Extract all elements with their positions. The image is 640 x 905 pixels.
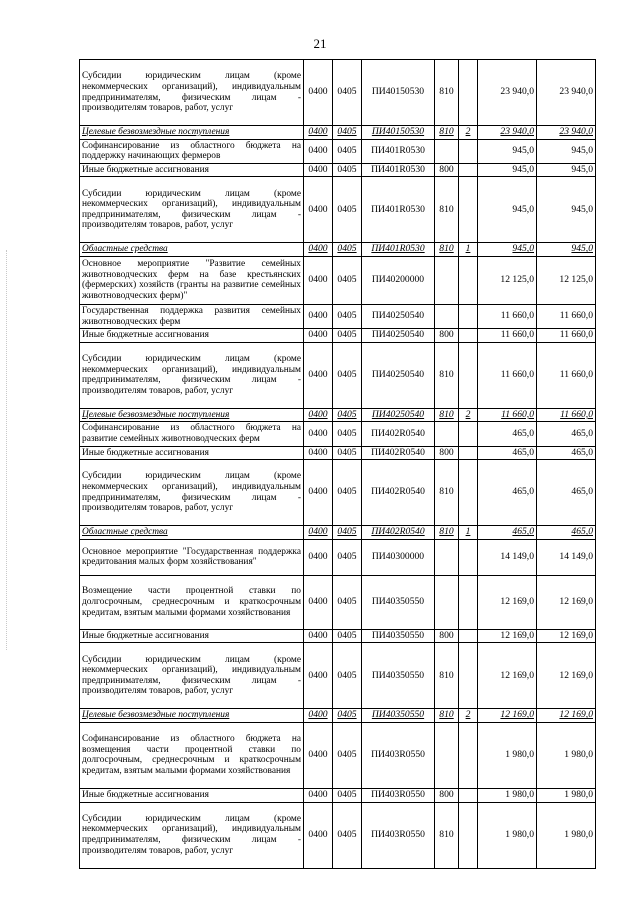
row-section-code: 0400	[304, 446, 333, 460]
row-target-article: ПИ40250540	[362, 304, 435, 328]
row-subsection-code: 0405	[333, 722, 362, 788]
budget-table-body	[80, 60, 596, 869]
row-amount-2: 945,0	[537, 139, 596, 163]
row-subsection-code: 0405	[333, 802, 362, 868]
table-row	[80, 163, 596, 177]
row-section-code: 0400	[304, 629, 333, 643]
row-amount-1: 23 940,0	[478, 126, 537, 140]
row-amount-2: 23 940,0	[537, 126, 596, 140]
row-section-code: 0400	[304, 460, 333, 526]
row-subsection-code: 0405	[333, 304, 362, 328]
row-amount-2: 12 169,0	[537, 575, 596, 629]
row-subsection-code: 0405	[333, 342, 362, 408]
row-target-article: ПИ401R0530	[362, 139, 435, 163]
table-row	[80, 575, 596, 629]
row-expense-type	[435, 575, 459, 629]
row-name: Субсидии юридическим лицам (кроме некоммерческих организаций), индивидуальным предпринимателям, физическим лицам - производителям товаров, работ, услуг	[80, 643, 304, 709]
row-subsection-code: 0405	[333, 408, 362, 422]
row-section-code: 0400	[304, 163, 333, 177]
row-amount-1: 945,0	[478, 243, 537, 257]
row-expense-type: 810	[435, 802, 459, 868]
row-amount-2: 11 660,0	[537, 304, 596, 328]
row-amount-1: 11 660,0	[478, 329, 537, 343]
row-amount-2: 11 660,0	[537, 329, 596, 343]
table-row	[80, 722, 596, 788]
table-row	[80, 139, 596, 163]
row-amount-2: 945,0	[537, 177, 596, 243]
row-amount-1: 23 940,0	[478, 60, 537, 126]
row-name: Целевые безвозмездные поступления	[80, 408, 304, 422]
row-expense-type	[435, 304, 459, 328]
row-name: Субсидии юридическим лицам (кроме некоммерческих организаций), индивидуальным предпринимателям, физическим лицам - производителям товаров, работ, услуг	[80, 60, 304, 126]
row-name: Целевые безвозмездные поступления	[80, 126, 304, 140]
row-funding-source	[459, 575, 478, 629]
row-expense-type: 800	[435, 629, 459, 643]
row-section-code: 0400	[304, 802, 333, 868]
row-funding-source	[459, 163, 478, 177]
page-number: 21	[313, 36, 327, 51]
table-row	[80, 177, 596, 243]
row-subsection-code: 0405	[333, 788, 362, 802]
row-funding-source	[459, 788, 478, 802]
row-funding-source: 2	[459, 126, 478, 140]
row-expense-type: 800	[435, 788, 459, 802]
row-amount-2: 12 125,0	[537, 256, 596, 304]
row-amount-1: 945,0	[478, 163, 537, 177]
row-amount-1: 945,0	[478, 139, 537, 163]
table-row	[80, 342, 596, 408]
row-amount-1: 1 980,0	[478, 722, 537, 788]
row-expense-type: 810	[435, 643, 459, 709]
row-name: Основное мероприятие "Развитие семейных животноводческих ферм на базе крестьянских (фермерских) хозяйств (гранты на развитие семейных животноводческих ферм)"	[80, 256, 304, 304]
row-subsection-code: 0405	[333, 139, 362, 163]
table-row	[80, 60, 596, 126]
row-name: Иные бюджетные ассигнования	[80, 329, 304, 343]
row-name: Иные бюджетные ассигнования	[80, 163, 304, 177]
row-funding-source: 2	[459, 709, 478, 723]
row-amount-1: 12 169,0	[478, 643, 537, 709]
row-funding-source	[459, 422, 478, 446]
table-row	[80, 329, 596, 343]
row-expense-type: 800	[435, 329, 459, 343]
row-subsection-code: 0405	[333, 539, 362, 575]
table-row	[80, 126, 596, 140]
row-amount-2: 12 169,0	[537, 629, 596, 643]
table-row	[80, 629, 596, 643]
row-target-article: ПИ401R0530	[362, 177, 435, 243]
row-expense-type: 810	[435, 243, 459, 257]
row-subsection-code: 0405	[333, 126, 362, 140]
row-expense-type	[435, 722, 459, 788]
table-row	[80, 408, 596, 422]
row-section-code: 0400	[304, 60, 333, 126]
row-name: Субсидии юридическим лицам (кроме некоммерческих организаций), индивидуальным предпринимателям, физическим лицам - производителям товаров, работ, услуг	[80, 177, 304, 243]
row-section-code: 0400	[304, 408, 333, 422]
table-row	[80, 539, 596, 575]
row-subsection-code: 0405	[333, 629, 362, 643]
row-target-article: ПИ40200000	[362, 256, 435, 304]
table-row	[80, 256, 596, 304]
row-section-code: 0400	[304, 643, 333, 709]
row-amount-2: 465,0	[537, 460, 596, 526]
row-target-article: ПИ40350550	[362, 643, 435, 709]
row-amount-1: 11 660,0	[478, 342, 537, 408]
row-subsection-code: 0405	[333, 60, 362, 126]
row-amount-1: 11 660,0	[478, 304, 537, 328]
row-funding-source	[459, 802, 478, 868]
row-name: Возмещение части процентной ставки по долгосрочным, среднесрочным и краткосрочным кредитам, взятым малыми формами хозяйствования	[80, 575, 304, 629]
row-amount-2: 465,0	[537, 526, 596, 540]
row-target-article: ПИ401R0530	[362, 243, 435, 257]
row-expense-type	[435, 139, 459, 163]
row-subsection-code: 0405	[333, 460, 362, 526]
row-target-article: ПИ40250540	[362, 329, 435, 343]
row-amount-1: 465,0	[478, 460, 537, 526]
row-target-article: ПИ40350550	[362, 709, 435, 723]
row-amount-2: 465,0	[537, 446, 596, 460]
row-subsection-code: 0405	[333, 575, 362, 629]
row-funding-source	[459, 629, 478, 643]
row-amount-1: 465,0	[478, 526, 537, 540]
table-row	[80, 422, 596, 446]
row-amount-1: 11 660,0	[478, 408, 537, 422]
table-row	[80, 709, 596, 723]
row-section-code: 0400	[304, 342, 333, 408]
row-name: Целевые безвозмездные поступления	[80, 709, 304, 723]
row-funding-source: 1	[459, 243, 478, 257]
row-subsection-code: 0405	[333, 243, 362, 257]
row-target-article: ПИ403R0550	[362, 788, 435, 802]
row-name: Софинансирование из областного бюджета на поддержку начинающих фермеров	[80, 139, 304, 163]
row-expense-type: 800	[435, 163, 459, 177]
row-target-article: ПИ402R0540	[362, 460, 435, 526]
row-target-article: ПИ40150530	[362, 60, 435, 126]
row-name: Иные бюджетные ассигнования	[80, 788, 304, 802]
row-funding-source	[459, 643, 478, 709]
row-target-article: ПИ402R0540	[362, 446, 435, 460]
row-funding-source	[459, 177, 478, 243]
row-subsection-code: 0405	[333, 422, 362, 446]
row-name: Субсидии юридическим лицам (кроме некоммерческих организаций), индивидуальным предпринимателям, физическим лицам - производителям товаров, работ, услуг	[80, 802, 304, 868]
row-amount-1: 12 169,0	[478, 709, 537, 723]
table-row	[80, 526, 596, 540]
table-row	[80, 460, 596, 526]
row-amount-1: 12 125,0	[478, 256, 537, 304]
row-name: Софинансирование из областного бюджета на развитие семейных животноводческих ферм	[80, 422, 304, 446]
row-amount-2: 12 169,0	[537, 643, 596, 709]
row-name: Иные бюджетные ассигнования	[80, 446, 304, 460]
row-amount-2: 945,0	[537, 163, 596, 177]
row-target-article: ПИ402R0540	[362, 422, 435, 446]
row-name: Областные средства	[80, 526, 304, 540]
row-name: Субсидии юридическим лицам (кроме некоммерческих организаций), индивидуальным предпринимателям, физическим лицам - производителям товаров, работ, услуг	[80, 342, 304, 408]
row-amount-2: 465,0	[537, 422, 596, 446]
row-subsection-code: 0405	[333, 709, 362, 723]
row-amount-1: 12 169,0	[478, 629, 537, 643]
table-row	[80, 304, 596, 328]
margin-mark	[6, 250, 8, 650]
row-target-article: ПИ403R0550	[362, 722, 435, 788]
row-amount-1: 1 980,0	[478, 802, 537, 868]
row-amount-2: 14 149,0	[537, 539, 596, 575]
row-target-article: ПИ402R0540	[362, 526, 435, 540]
row-amount-1: 14 149,0	[478, 539, 537, 575]
row-expense-type	[435, 422, 459, 446]
row-amount-2: 11 660,0	[537, 408, 596, 422]
budget-table	[79, 59, 596, 869]
row-amount-1: 465,0	[478, 446, 537, 460]
row-section-code: 0400	[304, 177, 333, 243]
row-target-article: ПИ401R0530	[362, 163, 435, 177]
row-amount-1: 12 169,0	[478, 575, 537, 629]
row-section-code: 0400	[304, 575, 333, 629]
row-section-code: 0400	[304, 526, 333, 540]
row-funding-source	[459, 446, 478, 460]
row-amount-2: 1 980,0	[537, 788, 596, 802]
table-row	[80, 788, 596, 802]
row-expense-type: 810	[435, 126, 459, 140]
row-subsection-code: 0405	[333, 177, 362, 243]
row-funding-source	[459, 304, 478, 328]
row-expense-type: 810	[435, 342, 459, 408]
row-amount-2: 11 660,0	[537, 342, 596, 408]
row-funding-source	[459, 329, 478, 343]
row-name: Иные бюджетные ассигнования	[80, 629, 304, 643]
row-funding-source	[459, 256, 478, 304]
row-subsection-code: 0405	[333, 643, 362, 709]
table-row	[80, 243, 596, 257]
row-funding-source	[459, 539, 478, 575]
row-amount-2: 12 169,0	[537, 709, 596, 723]
row-target-article: ПИ40250540	[362, 342, 435, 408]
table-row	[80, 802, 596, 868]
row-expense-type: 810	[435, 408, 459, 422]
row-amount-2: 23 940,0	[537, 60, 596, 126]
row-name: Софинансирование из областного бюджета на возмещения части процентной ставки по долгосрочным, среднесрочным и краткосрочным кредитам, взятым малыми формами хозяйствования	[80, 722, 304, 788]
row-expense-type: 810	[435, 60, 459, 126]
row-section-code: 0400	[304, 722, 333, 788]
row-expense-type: 800	[435, 446, 459, 460]
row-expense-type: 810	[435, 177, 459, 243]
row-expense-type	[435, 256, 459, 304]
row-section-code: 0400	[304, 126, 333, 140]
row-funding-source	[459, 460, 478, 526]
row-amount-1: 465,0	[478, 422, 537, 446]
row-section-code: 0400	[304, 243, 333, 257]
row-target-article: ПИ403R0550	[362, 802, 435, 868]
row-funding-source: 2	[459, 408, 478, 422]
row-name: Субсидии юридическим лицам (кроме некоммерческих организаций), индивидуальным предпринимателям, физическим лицам - производителям товаров, работ, услуг	[80, 460, 304, 526]
row-target-article: ПИ40300000	[362, 539, 435, 575]
row-amount-2: 1 980,0	[537, 802, 596, 868]
row-target-article: ПИ40250540	[362, 408, 435, 422]
row-section-code: 0400	[304, 539, 333, 575]
row-section-code: 0400	[304, 709, 333, 723]
row-amount-2: 945,0	[537, 243, 596, 257]
row-funding-source	[459, 60, 478, 126]
row-expense-type	[435, 539, 459, 575]
row-amount-1: 945,0	[478, 177, 537, 243]
row-name: Областные средства	[80, 243, 304, 257]
row-expense-type: 810	[435, 526, 459, 540]
row-funding-source: 1	[459, 526, 478, 540]
row-subsection-code: 0405	[333, 446, 362, 460]
row-funding-source	[459, 342, 478, 408]
row-subsection-code: 0405	[333, 329, 362, 343]
row-section-code: 0400	[304, 422, 333, 446]
row-expense-type: 810	[435, 460, 459, 526]
row-amount-1: 1 980,0	[478, 788, 537, 802]
row-section-code: 0400	[304, 139, 333, 163]
row-subsection-code: 0405	[333, 526, 362, 540]
table-row	[80, 446, 596, 460]
row-funding-source	[459, 139, 478, 163]
row-target-article: ПИ40350550	[362, 629, 435, 643]
row-subsection-code: 0405	[333, 163, 362, 177]
row-name: Основное мероприятие "Государственная поддержка кредитования малых форм хозяйствования"	[80, 539, 304, 575]
row-amount-2: 1 980,0	[537, 722, 596, 788]
row-funding-source	[459, 722, 478, 788]
row-target-article: ПИ40350550	[362, 575, 435, 629]
row-section-code: 0400	[304, 304, 333, 328]
row-target-article: ПИ40150530	[362, 126, 435, 140]
row-section-code: 0400	[304, 329, 333, 343]
table-row	[80, 643, 596, 709]
row-expense-type: 810	[435, 709, 459, 723]
row-section-code: 0400	[304, 788, 333, 802]
row-section-code: 0400	[304, 256, 333, 304]
row-name: Государственная поддержка развития семейных животноводческих ферм	[80, 304, 304, 328]
row-subsection-code: 0405	[333, 256, 362, 304]
